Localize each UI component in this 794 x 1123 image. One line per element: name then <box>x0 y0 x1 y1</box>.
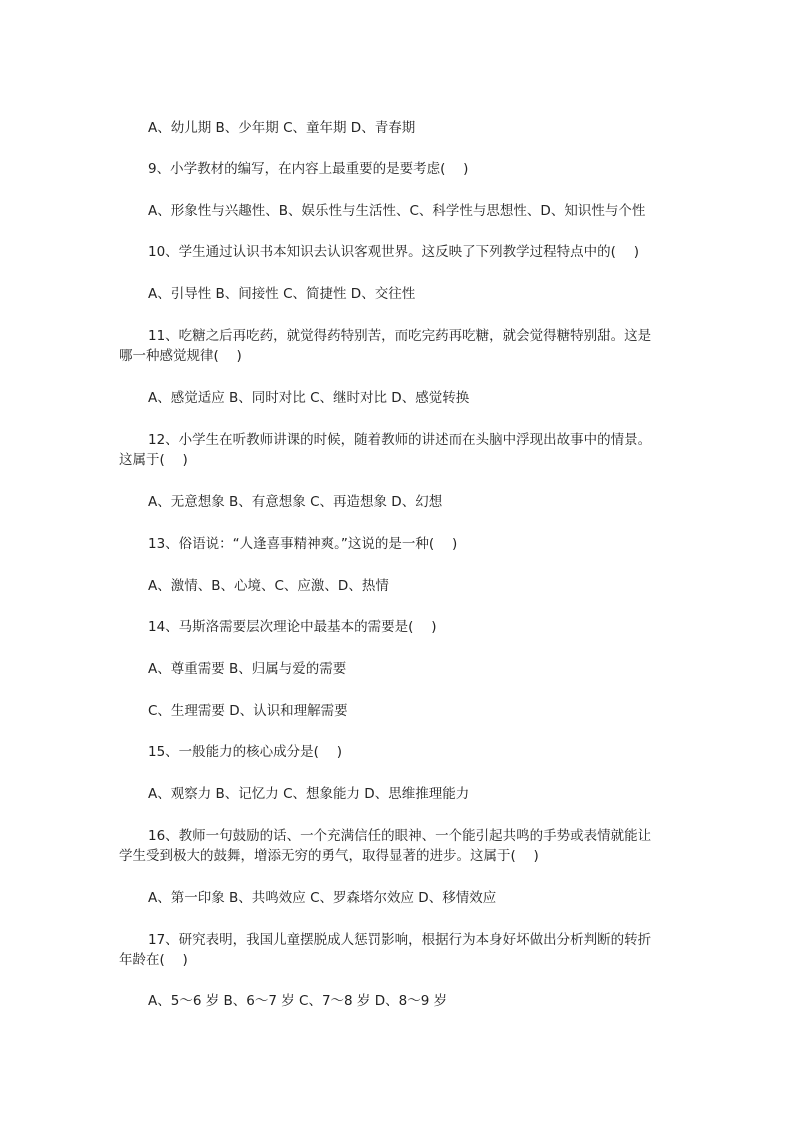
answer-options-14-ab <box>119 659 679 679</box>
question-13 <box>119 534 679 554</box>
line: 17、研究表明，我国儿童摆脱成人惩罚影响，根据行为本身好坏做出分析判断的转折 <box>148 932 652 948</box>
line: 15、一般能力的核心成分是( ) <box>148 744 343 760</box>
question-10 <box>119 242 679 262</box>
line: A、观察力 B、记忆力 C、想象能力 D、思维推理能力 <box>148 786 470 802</box>
answer-options-13 <box>119 576 679 596</box>
answer-options-16 <box>119 888 679 908</box>
question-12 <box>119 430 679 470</box>
answer-options-11 <box>119 388 679 408</box>
line: 哪一种感觉规律( ) <box>119 348 242 364</box>
line: A、尊重需要 B、归属与爱的需要 <box>148 661 347 677</box>
answer-options-12 <box>119 492 679 512</box>
question-15 <box>119 742 679 762</box>
line: A、激情、B、心境、C、应激、D、热情 <box>148 578 389 594</box>
line: A、无意想象 B、有意想象 C、再造想象 D、幻想 <box>148 494 443 510</box>
answer-options-8 <box>119 118 679 138</box>
line: 这属于( ) <box>119 452 188 468</box>
line: 10、学生通过认识书本知识去认识客观世界。这反映了下列教学过程特点中的( ) <box>148 244 640 260</box>
line: 年龄在( ) <box>119 952 188 968</box>
answer-options-15 <box>119 784 679 804</box>
line: A、5～6 岁 B、6～7 岁 C、7～8 岁 D、8～9 岁 <box>148 993 448 1009</box>
line: 学生受到极大的鼓舞，增添无穷的勇气，取得显著的进步。这属于( ) <box>119 848 539 864</box>
answer-options-17 <box>119 991 679 1011</box>
line: 13、俗语说：“人逢喜事精神爽。”这说的是一种( ) <box>148 536 458 552</box>
question-9 <box>119 159 679 179</box>
line: 11、吃糖之后再吃药，就觉得药特别苦，而吃完药再吃糖，就会觉得糖特别甜。这是 <box>148 328 652 344</box>
line: A、幼儿期 B、少年期 C、童年期 D、青春期 <box>148 120 416 136</box>
question-17 <box>119 930 679 970</box>
question-16 <box>119 826 679 866</box>
line: 14、马斯洛需要层次理论中最基本的需要是( ) <box>148 619 437 635</box>
answer-options-9 <box>119 201 679 221</box>
question-11 <box>119 326 679 366</box>
line: C、生理需要 D、认识和理解需要 <box>148 703 348 719</box>
line: A、形象性与兴趣性、B、娱乐性与生活性、C、科学性与思想性、D、知识性与个性 <box>148 203 646 219</box>
line: A、感觉适应 B、同时对比 C、继时对比 D、感觉转换 <box>148 390 470 406</box>
question-14 <box>119 617 679 637</box>
line: 12、小学生在听教师讲课的时候，随着教师的讲述而在头脑中浮现出故事中的情景。 <box>148 432 652 448</box>
line: 9、小学教材的编写，在内容上最重要的是要考虑( ) <box>148 161 469 177</box>
line: A、引导性 B、间接性 C、简捷性 D、交往性 <box>148 286 416 302</box>
line: A、第一印象 B、共鸣效应 C、罗森塔尔效应 D、移情效应 <box>148 890 497 906</box>
answer-options-10 <box>119 284 679 304</box>
answer-options-14-cd <box>119 701 679 721</box>
line: 16、教师一句鼓励的话、一个充满信任的眼神、一个能引起共鸣的手势或表情就能让 <box>148 828 652 844</box>
